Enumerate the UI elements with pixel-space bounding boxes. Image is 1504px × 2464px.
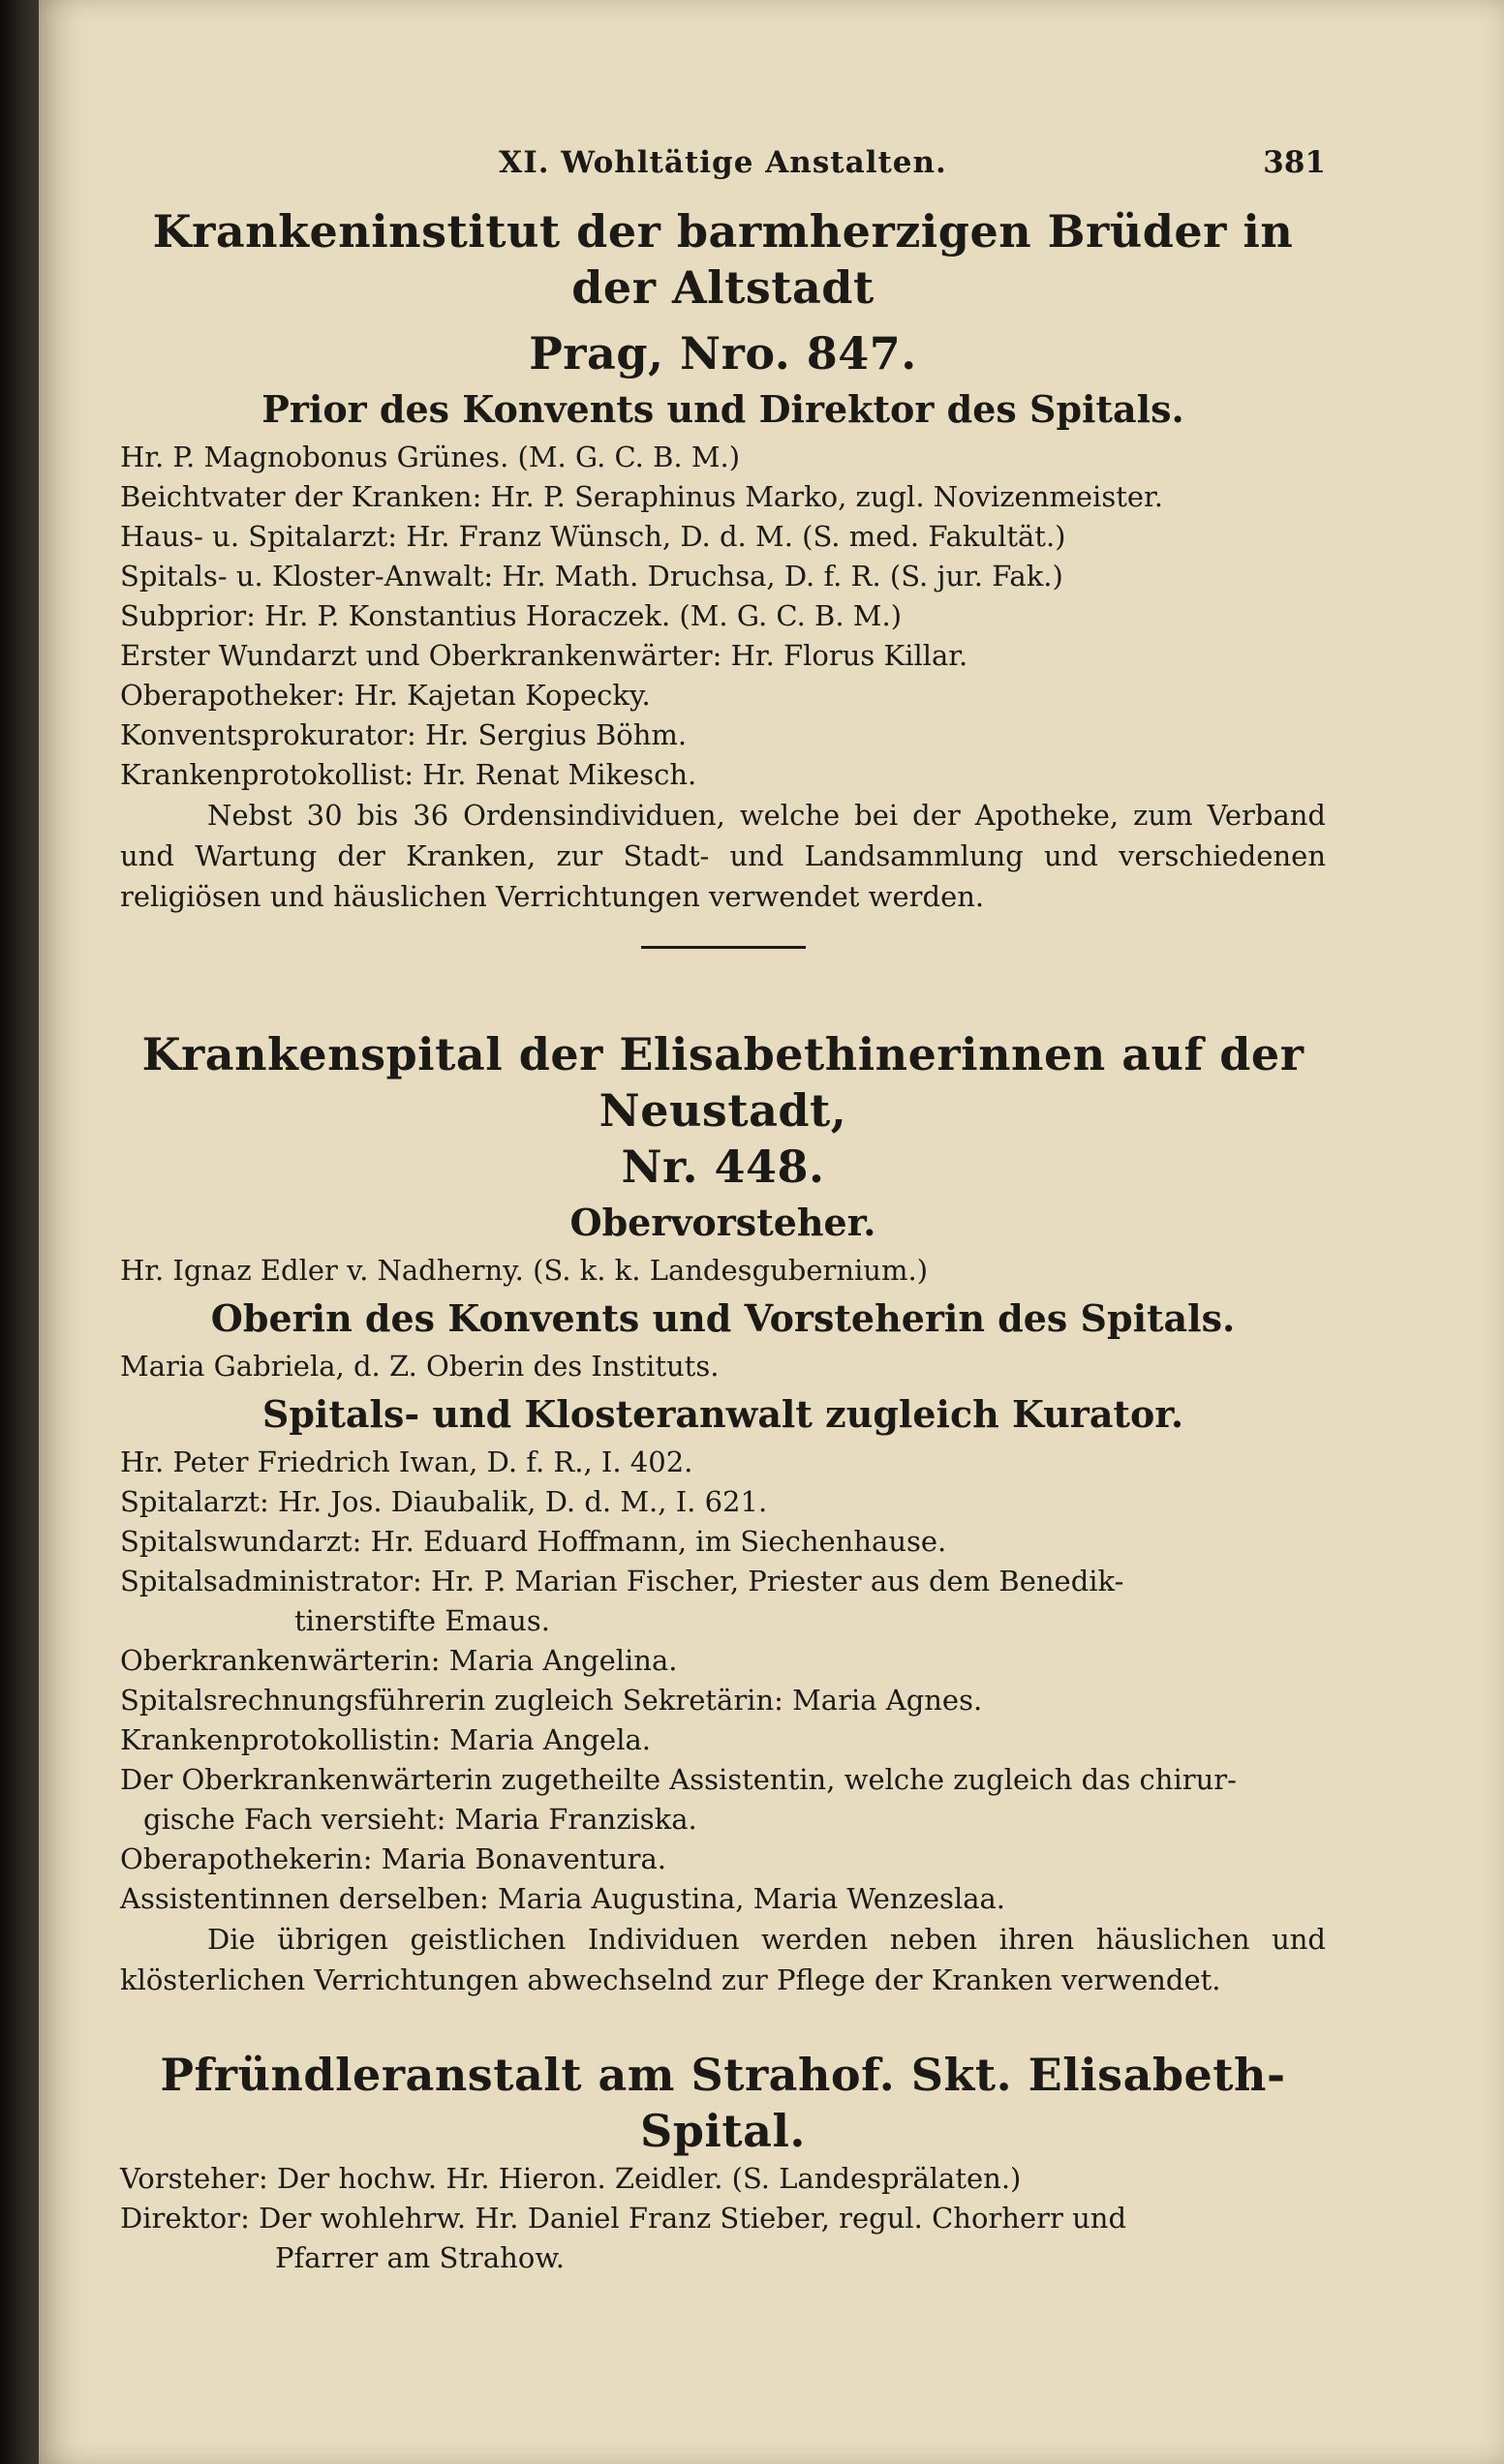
entry-line: Beichtvater der Kranken: Hr. P. Seraphinus Marko, zugl. Novizenmeister.	[120, 480, 1163, 513]
entry-line: Krankenprotokollist: Hr. Renat Mikesch.	[120, 758, 697, 791]
section-gap	[120, 2000, 1326, 2047]
section-title-cont: Prag, Nro. 847.	[529, 327, 917, 380]
subheading-obervorsteher: Obervorsteher.	[569, 1201, 876, 1244]
entry-line-cont: Pfarrer am Strahow.	[275, 2241, 565, 2274]
entry-line: Spitals- u. Kloster-Anwalt: Hr. Math. Druchsa, D. f. R. (S. jur. Fak.)	[120, 560, 1063, 593]
section-barmherzige-brueder	[120, 203, 1326, 949]
section-title: Krankenspital der Elisabethinerinnen auf der Neustadt,	[141, 1028, 1304, 1137]
book-page	[39, 0, 1504, 2464]
entry-line: Krankenprotokollistin: Maria Angela.	[120, 1723, 651, 1756]
entry-line: Assistentinnen derselben: Maria Augustina, Maria Wenzeslaa.	[120, 1882, 1006, 1915]
entry-line: Spitalarzt: Hr. Jos. Diaubalik, D. d. M., I. 621.	[120, 1485, 768, 1518]
section-title-cont: Nr. 448.	[621, 1141, 825, 1193]
section-elisabethinerinnen	[120, 1026, 1326, 2047]
entry-line: Subprior: Hr. P. Konstantius Horaczek. (M. G. C. B. M.)	[120, 599, 903, 632]
entry-line: Oberapotheker: Hr. Kajetan Kopecky.	[120, 679, 651, 712]
entry-line: Spitalsadministrator: Hr. P. Marian Fischer, Priester aus dem Benedik-	[120, 1565, 1124, 1597]
running-head	[120, 145, 1326, 194]
subheading-anwalt: Spitals- und Klosteranwalt zugleich Kurator.	[261, 1392, 1184, 1436]
section-paragraph: Die übrigen geistlichen Individuen werden neben ihren häuslichen und klösterlichen Verrichtungen abwechselnd zur Pflege der Kranken verwendet.	[120, 1923, 1326, 1996]
entry-line: Der Oberkrankenwärterin zugetheilte Assistentin, welche zugleich das chirur-	[120, 1763, 1237, 1796]
section-divider	[641, 946, 806, 949]
entry-line: Spitalsrechnungsführerin zugleich Sekretärin: Maria Agnes.	[120, 1684, 983, 1717]
entry-line: Spitalswundarzt: Hr. Eduard Hoffmann, im Siechenhause.	[120, 1525, 947, 1558]
book-binding	[0, 0, 39, 2464]
section-title: Pfründleranstalt am Strahof. Skt. Elisabeth-Spital.	[160, 2049, 1286, 2157]
section-pfruendleranstalt	[120, 2047, 1326, 2278]
running-head-title: XI. Wohltätige Anstalten.	[499, 145, 947, 180]
entry-line: Hr. Ignaz Edler v. Nadherny. (S. k. k. Landesgubernium.)	[120, 1254, 929, 1287]
entry-line: Haus- u. Spitalarzt: Hr. Franz Wünsch, D. d. M. (S. med. Fakultät.)	[120, 520, 1066, 553]
entry-line: Oberkrankenwärterin: Maria Angelina.	[120, 1644, 678, 1677]
entry-line-cont: tinerstifte Emaus.	[294, 1604, 550, 1637]
entry-line: Maria Gabriela, d. Z. Oberin des Instituts.	[120, 1350, 720, 1383]
subheading-oberin: Oberin des Konvents und Vorsteherin des Spitals.	[210, 1296, 1236, 1340]
section-title: Krankeninstitut der barmherzigen Brüder in der Altstadt	[152, 205, 1294, 314]
section-paragraph: Nebst 30 bis 36 Ordensindividuen, welche bei der Apotheke, zum Verband und Wartung der Kranken, zur Stadt- und Landsammlung und verschiedenen religiösen und häuslichen Verrichtungen verwendet werden.	[120, 799, 1326, 913]
page-number: 381	[1263, 145, 1326, 180]
entry-line-cont: gische Fach versieht: Maria Franziska.	[143, 1803, 697, 1836]
entry-line: Erster Wundarzt und Oberkrankenwärter: Hr. Florus Killar.	[120, 639, 968, 672]
entry-line: Hr. P. Magnobonus Grünes. (M. G. C. B. M.)	[120, 441, 741, 473]
entry-line: Hr. Peter Friedrich Iwan, D. f. R., I. 402.	[120, 1445, 693, 1478]
entry-line: Konventsprokurator: Hr. Sergius Böhm.	[120, 718, 688, 751]
page-content	[120, 145, 1326, 2278]
entry-line: Direktor: Der wohlehrw. Hr. Daniel Franz Stieber, regul. Chorherr und	[120, 2202, 1127, 2235]
section-subheading: Prior des Konvents und Direktor des Spitals.	[261, 387, 1184, 431]
entry-line: Oberapothekerin: Maria Bonaventura.	[120, 1842, 666, 1875]
entry-line: Vorsteher: Der hochw. Hr. Hieron. Zeidler. (S. Landesprälaten.)	[120, 2162, 1022, 2195]
